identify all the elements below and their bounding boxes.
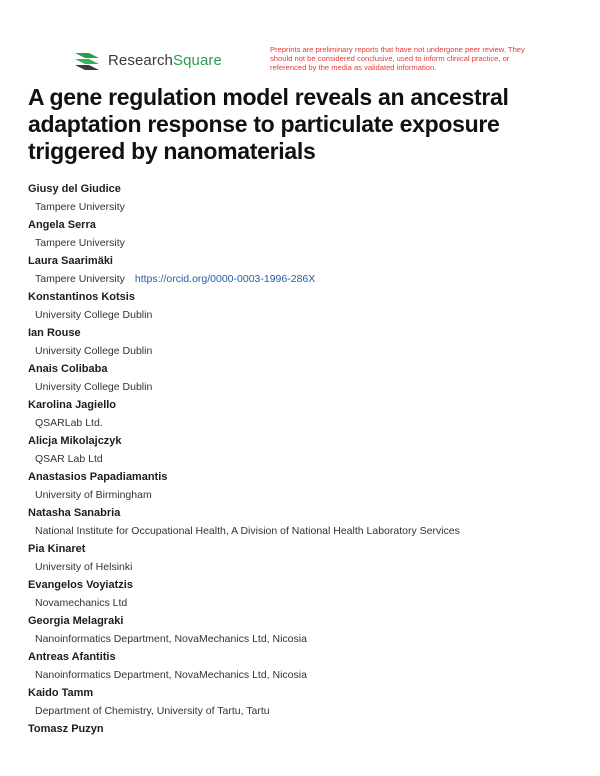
- brand-suffix: Square: [173, 51, 222, 69]
- author-entry: [28, 288, 588, 324]
- author-name: Evangelos Voyiatzis: [28, 579, 133, 591]
- author-name: Alicja Mikolajczyk: [28, 435, 122, 447]
- author-affiliation: University College Dublin: [35, 381, 153, 393]
- author-entry: [28, 720, 588, 738]
- author-name: Antreas Afantitis: [28, 651, 116, 663]
- author-name: Konstantinos Kotsis: [28, 291, 135, 303]
- author-name: Georgia Melagraki: [28, 615, 124, 627]
- author-entry: [28, 648, 588, 684]
- author-affiliation: University of Helsinki: [35, 561, 133, 573]
- author-affiliation: QSARLab Ltd.: [35, 417, 103, 429]
- author-affiliation: QSAR Lab Ltd: [35, 453, 103, 465]
- author-affiliation: University College Dublin: [35, 345, 153, 357]
- author-name: Ian Rouse: [28, 327, 81, 339]
- author-entry: [28, 396, 588, 432]
- paper-title: A gene regulation model reveals an ancestral adaptation response to particulate exposure triggered by nanomaterials: [28, 84, 509, 164]
- author-affiliation-row: [28, 270, 588, 288]
- author-affiliation: Nanoinformatics Department, NovaMechanics Ltd, Nicosia: [35, 669, 307, 681]
- author-entry: [28, 432, 588, 468]
- author-name: Angela Serra: [28, 219, 96, 231]
- orcid-link[interactable]: https://orcid.org/0000-0003-1996-286X: [134, 273, 316, 285]
- author-entry: [28, 612, 588, 648]
- author-affiliation: Tampere University: [35, 237, 125, 249]
- preprint-disclaimer: Preprints are preliminary reports that have not undergone peer review. They should not be considered conclusive, used to inform clinical practice, or referenced by the media as validated information.: [270, 45, 525, 72]
- author-name: Laura Saarimäki: [28, 255, 113, 267]
- author-list: [28, 180, 588, 738]
- research-square-logo[interactable]: [72, 48, 222, 72]
- header: [0, 0, 600, 80]
- author-name: Kaido Tamm: [28, 687, 94, 699]
- author-entry: [28, 576, 588, 612]
- author-affiliation: Department of Chemistry, University of Tartu, Tartu: [35, 705, 270, 717]
- author-affiliation: Nanoinformatics Department, NovaMechanics Ltd, Nicosia: [35, 633, 307, 645]
- author-entry: [28, 468, 588, 504]
- author-entry: [28, 684, 588, 720]
- author-entry: [28, 252, 588, 288]
- author-name: Tomasz Puzyn: [28, 723, 104, 735]
- brand-name: [108, 52, 222, 69]
- author-entry: [28, 180, 588, 216]
- author-affiliation: Novamechanics Ltd: [35, 597, 128, 609]
- research-square-logo-icon: [72, 48, 102, 72]
- author-affiliation: Tampere University: [35, 273, 125, 285]
- author-name: Giusy del Giudice: [28, 183, 121, 195]
- author-entry: [28, 540, 588, 576]
- author-entry: [28, 504, 588, 540]
- author-name: Anais Colibaba: [28, 363, 108, 375]
- author-entry: [28, 324, 588, 360]
- author-affiliation: University College Dublin: [35, 309, 153, 321]
- author-entry: [28, 360, 588, 396]
- author-name: Natasha Sanabria: [28, 507, 121, 519]
- brand-prefix: Research: [108, 51, 173, 69]
- author-affiliation: National Institute for Occupational Health, A Division of National Health Laboratory Services: [35, 525, 460, 537]
- author-name: Pia Kinaret: [28, 543, 86, 555]
- author-affiliation: Tampere University: [35, 201, 125, 213]
- author-name: Anastasios Papadiamantis: [28, 471, 168, 483]
- author-affiliation: University of Birmingham: [35, 489, 152, 501]
- author-entry: [28, 216, 588, 252]
- author-name: Karolina Jagiello: [28, 399, 117, 411]
